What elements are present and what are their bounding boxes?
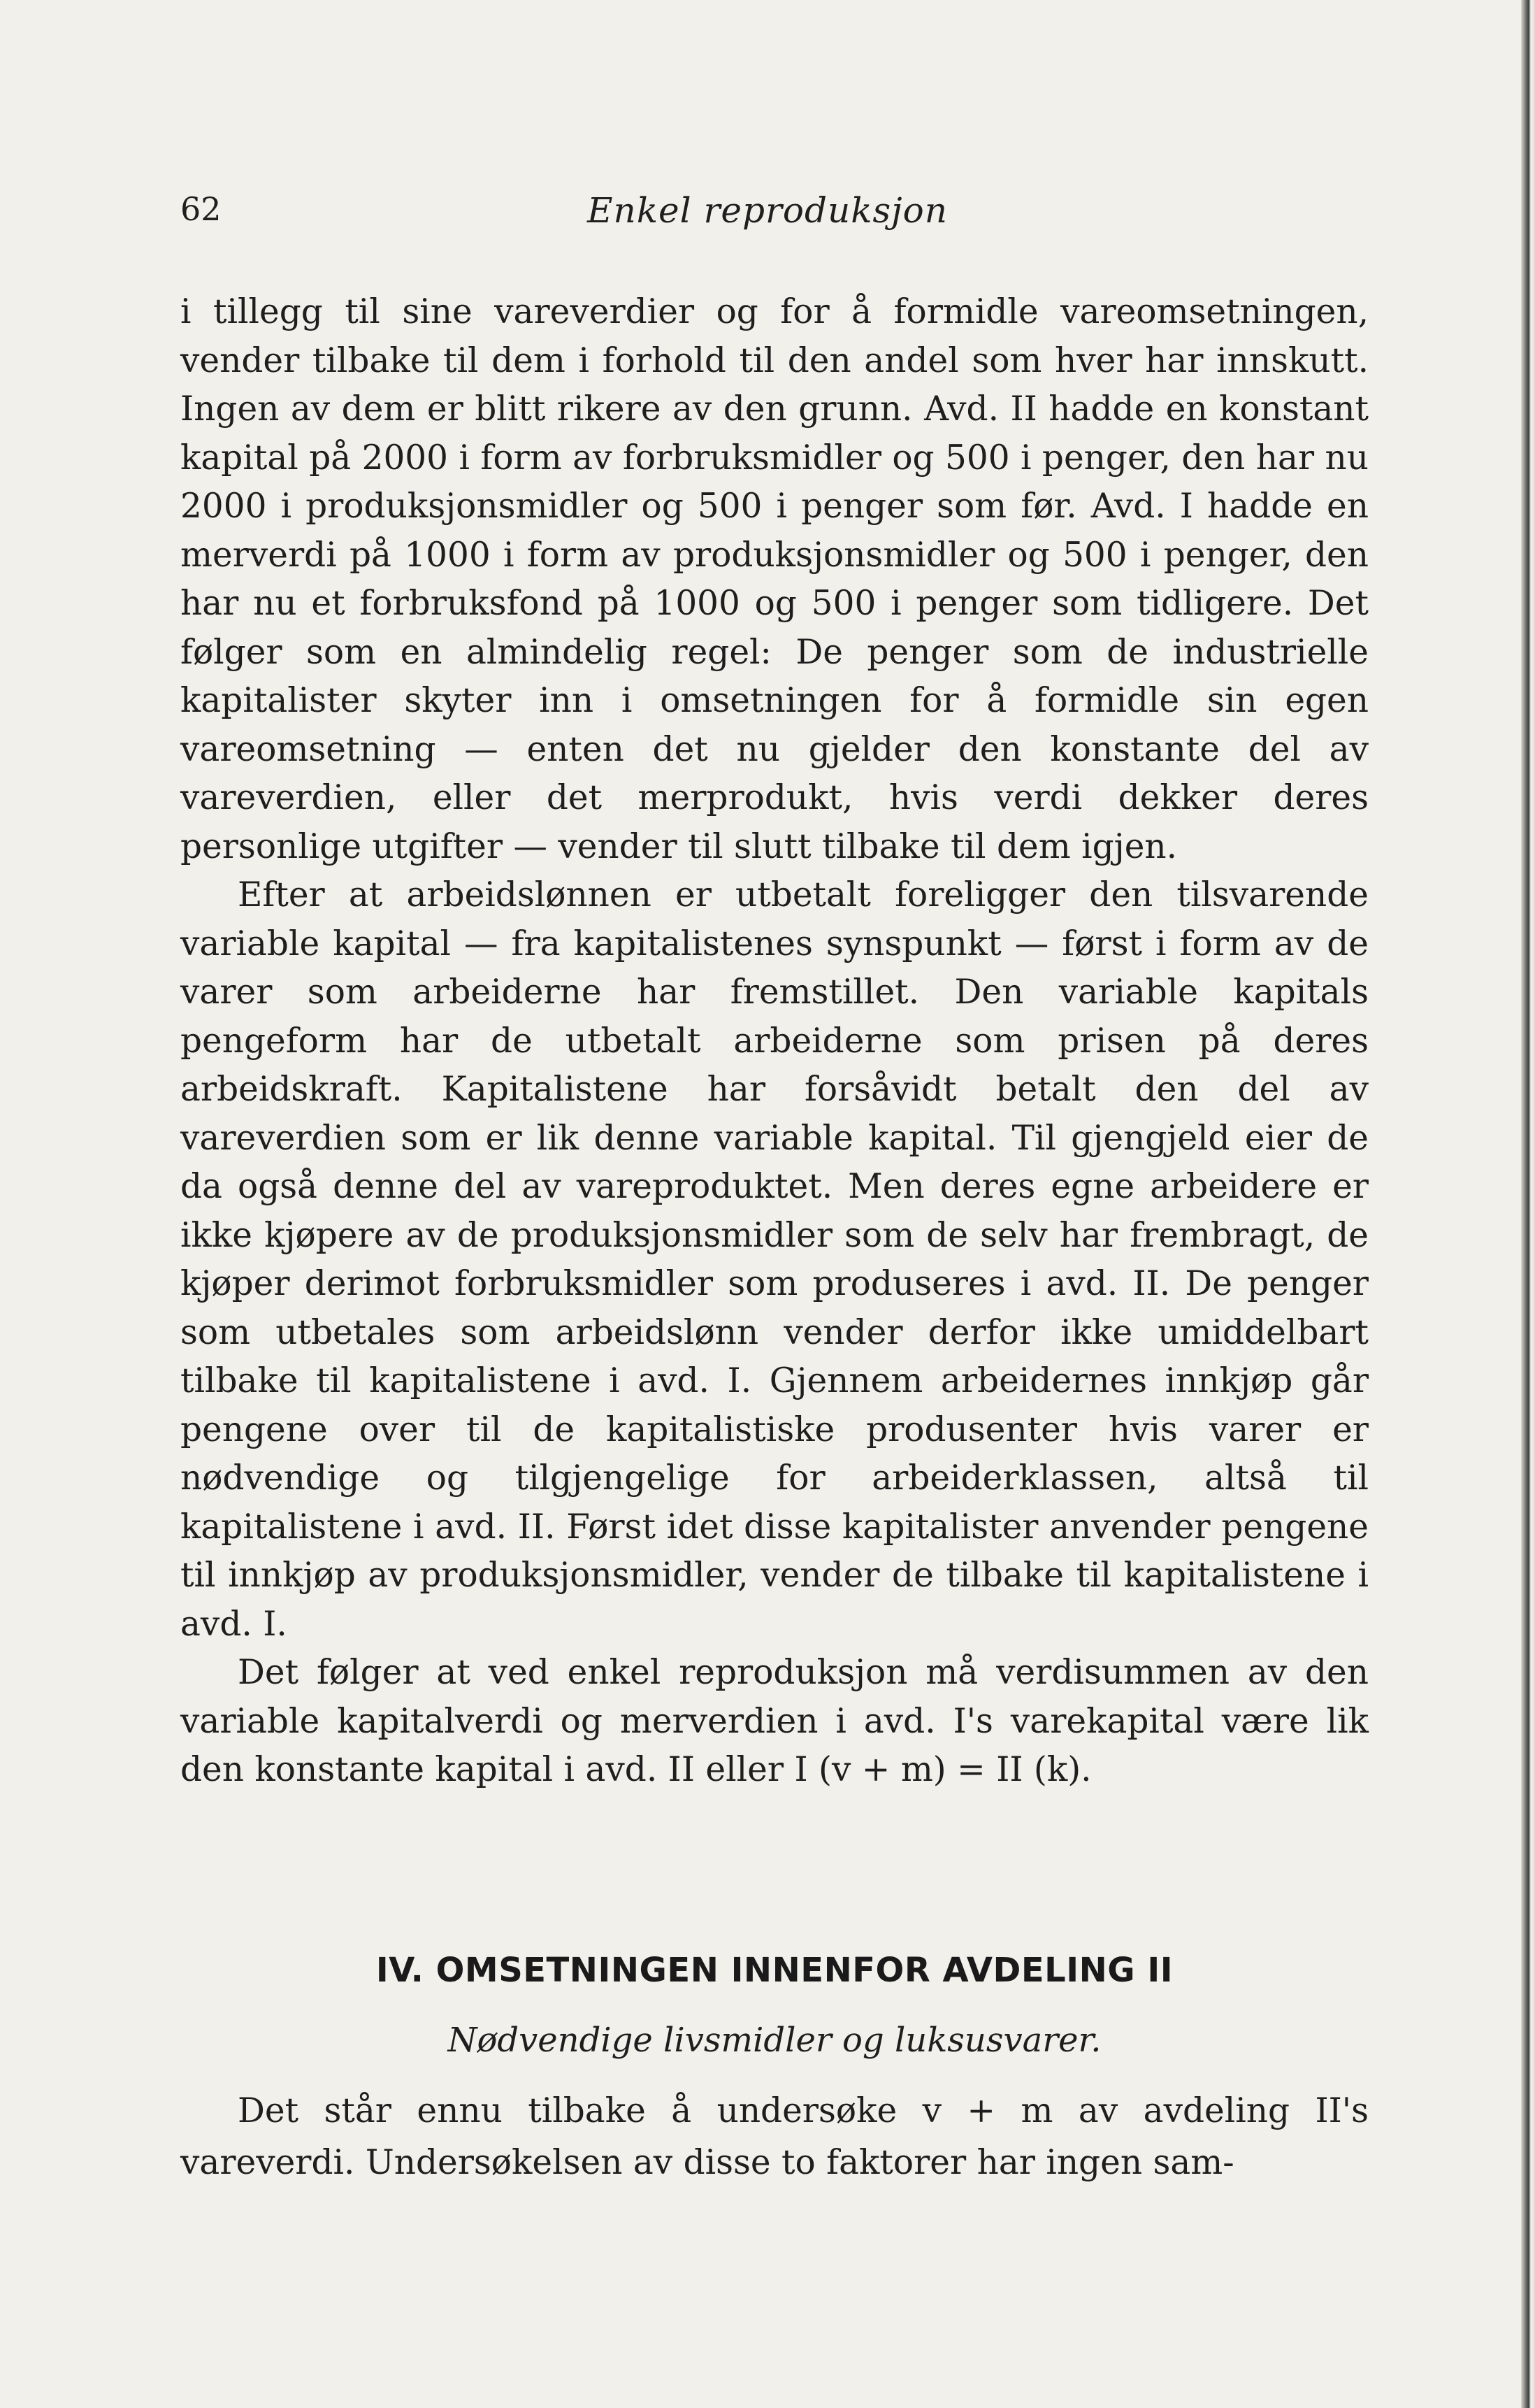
paragraph: Efter at arbeidslønnen er utbetalt foreligger den tilsvarende variable kapital — fra kapitalistenes synspunkt — først i form av de varer som arbeiderne har fremstillet. Den variable kapitals pengeform har de utbetalt arbeiderne som prisen på deres arbeidskraft. Kapitalistene har forsåvidt betalt den del av vareverdien som er lik denne variable kapital. Til gjengjeld eier de da også denne del av vareproduktet. Men deres egne arbeidere er ikke kjøpere av de produksjonsmidler som de selv har frembragt, de kjøper derimot forbruksmidler som produseres i avd. II. De penger som utbetales som arbeidslønn vender derfor ikke umiddelbart tilbake til kapitalistene i avd. I. Gjennem arbeidernes innkjøp går pengene over til de kapitalistiske produsenter hvis varer er nødvendige og tilgjengelige for arbeiderklassen, altså til kapitalistene i avd. II. Først idet disse kapitalister anvender pengene til innkjøp av produksjonsmidler, vender de tilbake til kapitalistene i avd. I. — [180, 875, 1369, 1644]
paragraph-continued: i tillegg til sine vareverdier og for å formidle vareomsetningen, vender tilbake til dem i forhold til den andel som hver har innskutt. Ingen av dem er blitt rikere av den grunn. Avd. II hadde en konstant kapital på 2000 i form av forbruksmidler og 500 i penger, den har nu 2000 i produksjonsmidler og 500 i penger som før. Avd. I hadde en merverdi på 1000 i form av produksjonsmidler og 500 i penger, den har nu et forbruksfond på 1000 og 500 i penger som tidligere. Det følger som en almindelig regel: De penger som de industrielle kapitalister skyter inn i omsetningen for å formidle sin egen vareomsetning — enten det nu gjelder den konstante del av vareverdien, eller det merprodukt, hvis verdi dekker deres personlige utgifter — vender til slutt tilbake til dem igjen. — [180, 292, 1369, 866]
section-paragraph: Det står ennu tilbake å undersøke v + m av avdeling II's vareverdi. Undersøkelsen av disse to faktorer har ingen sam- — [180, 2091, 1369, 2182]
section-subtitle: Nødvendige livsmidler og luksusvarer. — [447, 2021, 1102, 2060]
body-text — [180, 288, 1369, 1795]
page-number: 62 — [180, 190, 222, 228]
section-heading: IV. OMSETNINGEN INNENFOR AVDELING II — [375, 1951, 1174, 1990]
paragraph: Det følger at ved enkel reproduksjon må verdisummen av den variable kapitalverdi og merverdien i avd. I's varekapital være lik den konstante kapital i avd. II eller I (v + m) = II (k). — [180, 1653, 1369, 1789]
page-header — [180, 190, 1355, 246]
book-binding-edge — [1521, 0, 1535, 2408]
running-title: Enkel reproduksjon — [587, 190, 948, 231]
